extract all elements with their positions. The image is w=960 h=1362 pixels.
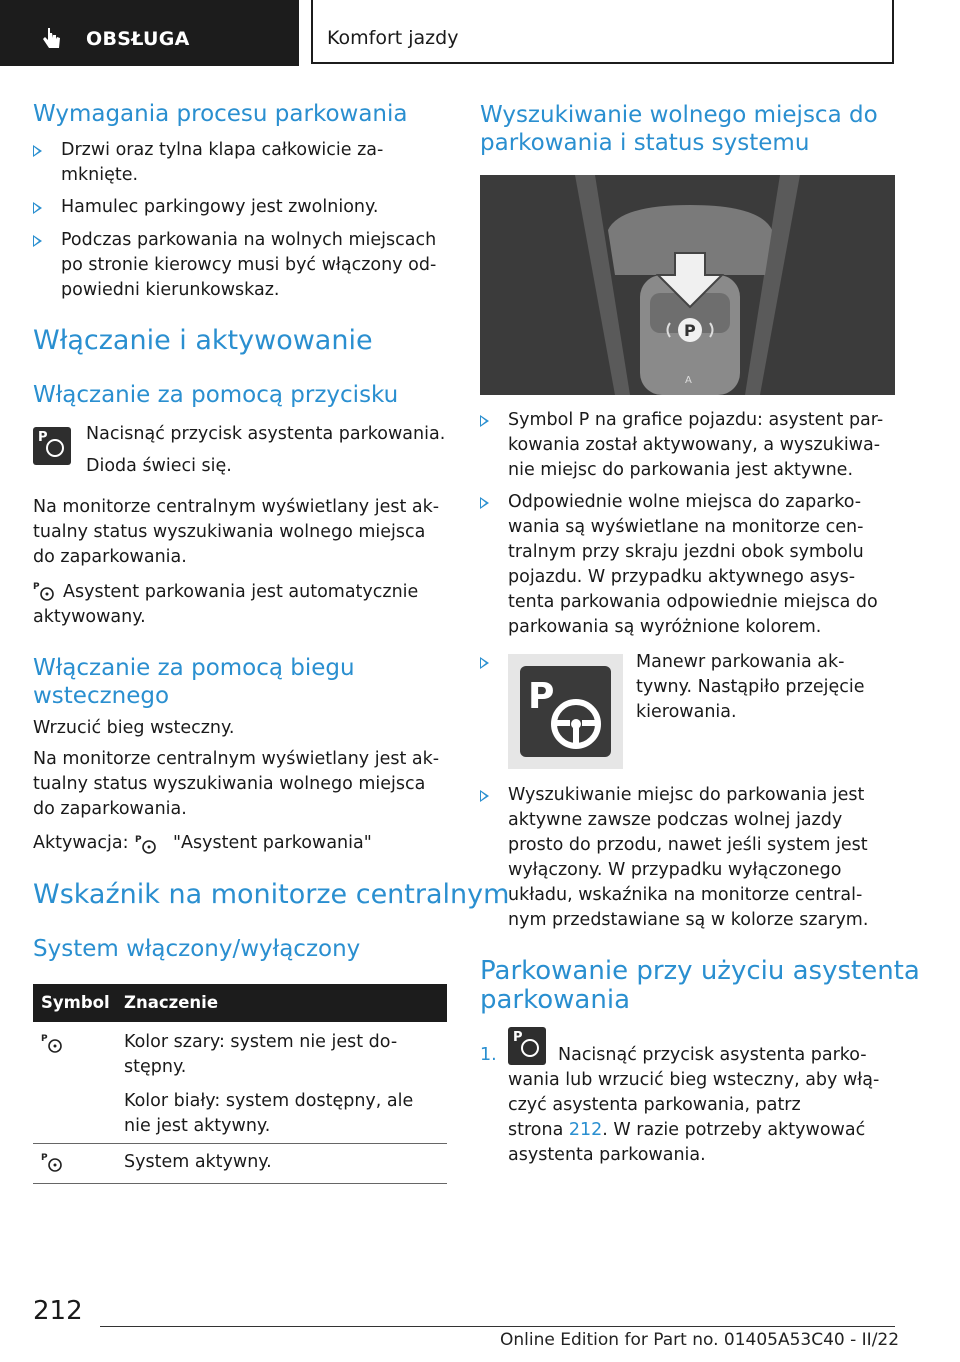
edition-info: Online Edition for Part no. 01405A53C40 - II/22	[500, 1330, 900, 1350]
button-instruction: Nacisnąć przycisk asystenta parkowania.	[86, 424, 446, 444]
row-divider	[33, 1143, 447, 1144]
table-row: Kolor szary: system nie jest do- stępny. Kolor biały: system dostępny, ale nie jest aktywny.	[124, 1032, 414, 1136]
list-text: Podczas parkowania na wolnych miejscach	[61, 230, 437, 250]
table-row: System aktywny.	[124, 1152, 272, 1172]
svg-text:P: P	[528, 676, 555, 717]
bullet-triangle-icon	[33, 202, 42, 214]
park-assist-button-icon	[33, 427, 71, 465]
bullet-triangle-icon	[480, 657, 489, 669]
chapter-tab	[311, 0, 894, 64]
list-text: Drzwi oraz tylna klapa całkowicie za-	[61, 140, 384, 160]
row-divider	[33, 1183, 447, 1184]
activation-value: "Asystent parkowania"	[173, 833, 372, 853]
chapter-title: Komfort jazdy	[327, 27, 459, 49]
svg-text:P: P	[684, 321, 696, 340]
list-text: Hamulec parkingowy jest zwolniony.	[61, 197, 379, 217]
svg-text:P: P	[41, 1034, 48, 1044]
activation-label: Aktywacja:	[33, 833, 129, 853]
page-number: 212	[33, 1296, 83, 1326]
col-symbol: Symbol	[41, 993, 110, 1012]
park-assist-icon	[135, 833, 157, 855]
reverse-instruction: Wrzucić bieg wsteczny.	[33, 718, 235, 738]
system-heading: System włączony/wyłączony	[33, 936, 361, 962]
section-tab	[0, 0, 299, 66]
parking-display-image	[480, 175, 895, 395]
section-label: OBSŁUGA	[86, 28, 190, 50]
park-assist-active-icon	[41, 1151, 63, 1173]
bullet-triangle-icon	[480, 497, 489, 509]
bullet-triangle-icon	[480, 415, 489, 427]
monitor-paragraph-2: Na monitorze centralnym wyświetlany jest ak- tualny status wyszukiwania wolnego miejsca do zaparkowania.	[33, 749, 440, 819]
park-assist-gray-icon	[41, 1032, 63, 1054]
list-text: powiedni kierunkowskaz.	[61, 280, 280, 300]
svg-text:P: P	[41, 1153, 48, 1163]
svg-text:P: P	[135, 835, 142, 845]
park-heading: Parkowanie przy użyciu asystenta parkowania	[480, 956, 920, 1015]
requirements-heading: Wymagania procesu parkowania	[33, 101, 408, 127]
auto-activation-paragraph: Asystent parkowania jest automatycznie aktywowany.	[33, 582, 419, 627]
maneuver-active-icon	[508, 654, 623, 769]
col-meaning: Znaczenie	[124, 993, 219, 1012]
bullet-triangle-icon	[480, 790, 489, 802]
list-text: mknięte.	[61, 165, 139, 185]
maneuver-text: Manewr parkowania ak- tywny. Nastąpiło przejęcie kierowania.	[636, 652, 865, 722]
monitor-paragraph: Na monitorze centralnym wyświetlany jest ak- tualny status wyszukiwania wolnego miejsca do zaparkowania.	[33, 497, 440, 567]
reverse-heading: Włączanie za pomocą biegu wstecznego	[33, 655, 355, 709]
led-note: Dioda świeci się.	[86, 456, 232, 476]
step-text: Nacisnąć przycisk asystenta parko- wania lub wrzucić bieg wsteczny, aby włą- czyć asystenta parkowania, patrz strona 212. W razie potrzeby aktywować asystenta parkowania.	[508, 1045, 880, 1165]
bullet-triangle-icon	[33, 235, 42, 247]
enable-heading: Włączanie i aktywowanie	[33, 325, 373, 356]
bullet-triangle-icon	[33, 145, 42, 157]
search-heading: Wyszukiwanie wolnego miejsca do parkowania i status systemu	[480, 102, 878, 156]
svg-text:A: A	[685, 375, 692, 386]
button-heading: Włączanie za pomocą przycisku	[33, 382, 399, 408]
indicator-heading: Wskaźnik na monitorze centralnym	[33, 879, 510, 910]
hand-icon	[38, 26, 64, 52]
table-header	[33, 984, 447, 1022]
step-number: 1.	[480, 1045, 497, 1065]
footer-divider	[100, 1326, 895, 1327]
list-text: po stronie kierowcy musi być włączony od-	[61, 255, 437, 275]
page-link[interactable]: 212	[568, 1120, 603, 1140]
svg-text:P: P	[33, 582, 40, 592]
